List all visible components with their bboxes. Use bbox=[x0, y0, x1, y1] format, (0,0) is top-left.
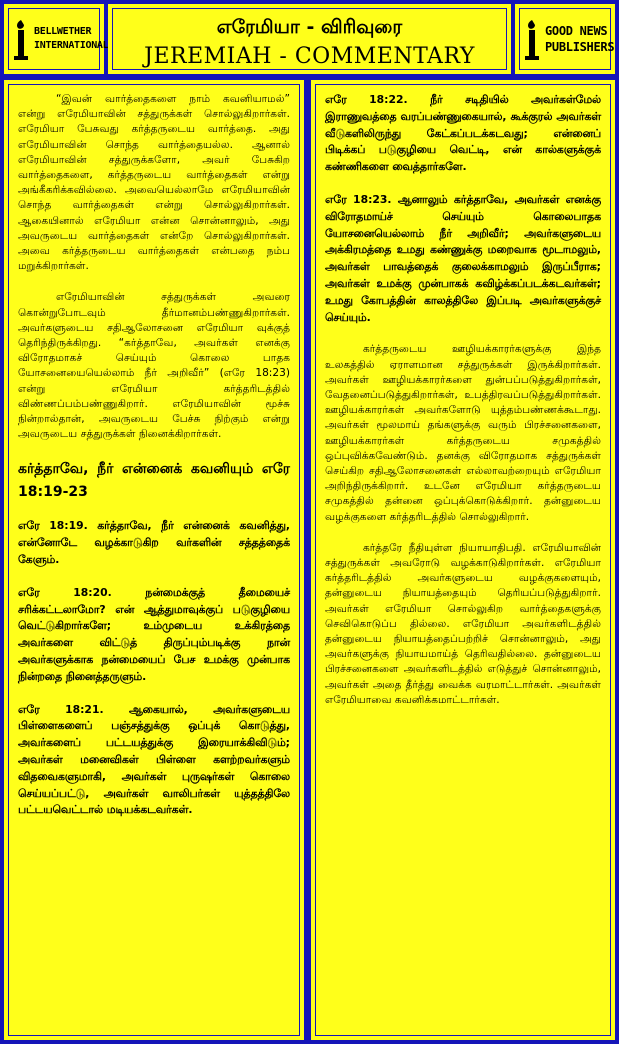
good-news-logo bbox=[515, 4, 615, 74]
paragraph-4: கர்த்தரே நீதியுள்ள நியாயாதிபதி. எரேமியாவின் சத்துருக்கள் அவரோடு வழக்காடுகிறார்கள். எரேமியா கர்த்தரிடத்தில் அவர்களுடைய வழக்குகளையும், தன்னுடைய நியாயத்தையும் தெரியப்படுத்துகிறார். அவர்கள் எரேமியா சொல்லுகிற வார்த்தைகளுக்கு செவிகொடுப்ப தில்லை. எரேமியா அவர்களிடத்தில் தன்னுடைய நியாயத்தைப்பற்றிச் சொன்னாலும், அது அவர்களுக்கு நியாயமாய்த் தெரிவதில்லை. தன்னுடைய பிரச்சனைகளை அவர்களிடத்தில் எடுத்துச் சொன்னாலும், அவர்கள் அதை தீர்த்து வைக்க வரமாட்டார்கள். அவர்கள் எரேமியாவை கவனிக்கமாட்டார்கள். bbox=[325, 541, 601, 706]
paragraph-3: கர்த்தருடைய ஊழியக்காரர்களுக்கு இந்த உலகத்தில் ஏராளமான சத்துருக்கள் இருக்கிறார்கள். அவர்கள் ஊழியக்காரர்களை துன்பப்படுத்துகிறார்கள், வேதனைப்படுத்துகிறார்கள், உபத்திரவப்படுத்துகிறார்கள். ஊழியக்காரர்கள் அவர்களோடு யுத்தம்பண்ணக்கூடாது. அவர்கள் மூலமாய் தங்களுக்கு வரும் பிரச்சனைகளை, ஊழியக்காரர்கள் கர்த்தருடைய சமுகத்தில் ஒப்புவிக்கவேண்டும். தனக்கு விரோதமாக சத்துருக்கள் செய்கிற சதிஆலோசனைகள் எல்லாவற்றையும் எரேமியா அறிந்திருக்கிறார். உடனே எரேமியா கர்த்தருடைய சமுகத்தில் தன்னை ஒப்புக்கொடுக்கிறார். தன்னுடைய வழக்குகளை கர்த்தரிடத்தில் சொல்லுகிறார். bbox=[325, 343, 601, 523]
title-tamil: எரேமியா - விரிவுரை bbox=[216, 16, 403, 38]
logo-left-line2: INTERNATIONAL bbox=[34, 40, 109, 51]
ram-logo-icon bbox=[12, 16, 30, 62]
ram-logo-icon bbox=[523, 16, 541, 62]
verse-18-21: எரே 18:21. ஆகையால், அவர்களுடைய பிள்ளைகளைப் பஞ்சத்துக்கு ஒப்புக் கொடுத்து, அவர்களைப் பட்டயத்துக்கு இரையாக்கிவிடும்; அவர்கள் மனைவிகள் பிள்ளை களற்றவர்களும் விதவைகளுமாகி, அவர்கள் புருஷர்கள் கொலை செய்யப்பட்டு, அவர்கள் வாலிபர்கள் யுத்தத்திலே பட்டயவெட்டால் மடியக்கடவர்கள். bbox=[18, 702, 290, 817]
logo-right-line2: PUBLISHERS bbox=[545, 40, 615, 54]
right-column bbox=[311, 80, 615, 1040]
verse-18-23: எரே 18:23. ஆனாலும் கர்த்தாவே, அவர்கள் எனக்கு விரோதமாய்ச் செய்யும் கொலைபாதக யோசனையெல்லாம் நீர் அறிவீர்; அவர்களுடைய அக்கிரமத்தை உமது கண்ணுக்கு மறைவாக மூடாமலும், அவர்கள் பாவத்தைக் குலைக்காமலும் இருப்பீராக; அவர்கள் உமக்கு முன்பாகக் கவிழ்க்கப்படக்கடவர்கள்; உமது கோபத்தின் காலத்திலே இப்படி அவர்களுக்குச் செய்யும். bbox=[325, 192, 601, 324]
bellwether-logo bbox=[4, 4, 109, 74]
title-english: JEREMIAH - COMMENTARY bbox=[144, 44, 475, 69]
verse-18-22: எரே 18:22. நீர் சடிதியில் அவர்கள்மேல் இராணுவத்தை வரப்பண்ணுகையால், கூக்குரல் அவர்கள் வீடுகளிலிருந்து கேட்கப்படக்கடவது; என்னைப் பிடிக்கப் படுகுழியை வெட்டி, என் கால்களுக்குக் கண்ணிகளை வைத்தார்களே. bbox=[325, 93, 601, 174]
paragraph-1: “இவன் வார்த்தைகளை நாம் கவனியாமல்” என்று எரேமியாவின் சத்துருக்கள் சொல்லுகிறார்கள். எரேமியா பேசுவது கர்த்தருடைய வார்த்தை. அது எரேமியாவின் சொந்த வார்த்தையல்ல. ஆனால் எரேமியாவின் சத்துருக்களோ, அவர் பேசுகிற வார்த்தைகளை, கர்த்தருடைய வார்த்தைகள் என்று அங்கீகரிக்கவில்லை. அவையெல்லாமே எரேமியாவின் சொந்த வார்த்தைகள் என்று சொல்லுகிறார்கள். ஆகையினால் எரேமியா என்ன சொன்னாலும், அது அவருடைய வார்த்தைகள் என்றே சொல்லுகிறார்கள். அவை கர்த்தருடைய வார்த்தைகள் என்பதை நம்ப மறுக்கிறார்கள். bbox=[18, 93, 290, 273]
section-heading: கர்த்தாவே, நீர் என்னைக் கவனியும் எரே 18:19-23 bbox=[18, 461, 290, 501]
paragraph-2: எரேமியாவின் சத்துருக்கள் அவரை கொன்றுபோடவும் தீர்மானம்பண்ணுகிறார்கள். அவர்களுடைய சதிஆலோசனை எரேமியா வுக்குத் தெரிந்திருக்கிறது. “கர்த்தாவே, அவர்கள் எனக்கு விரோதமாகச் செய்யும் கொலை பாதக யோசனையையெல்லாம் நீர் அறிவீர்” (எரே 18:23) என்று எரேமியா கர்த்தரிடத்தில் விண்ணப்பம்பண்ணுகிறார். எரேமியாவின் மூச்சு நின்றால்தான், அவருடைய பேச்சு நிற்கும் என்று அவருடைய சத்துருக்கள் நினைக்கிறார்கள். bbox=[18, 291, 290, 441]
verse-18-19: எரே 18:19. கர்த்தாவே, நீர் என்னைக் கவனித்து, என்னோடே வழக்காடுகிற வர்களின் சத்தத்தைக் கேளும். bbox=[18, 519, 290, 567]
verse-18-20: எரே 18:20. நன்மைக்குத் தீமையைச் சரிக்கட்டலாமோ? என் ஆத்துமாவுக்குப் படுகுழியை வெட்டுகிறார்களே; உம்முடைய உக்கிரத்தை அவர்களை விட்டுத் திருப்பும்படிக்கு நான் அவர்களுக்காக நன்மையைப் பேச உமக்கு முன்பாக நின்றதை நினைத்தருளும். bbox=[18, 585, 290, 683]
title-banner bbox=[108, 4, 511, 74]
left-column bbox=[4, 80, 304, 1040]
logo-left-line1: BELLWETHER bbox=[34, 26, 92, 37]
logo-right-line1: GOOD NEWS bbox=[545, 24, 608, 38]
